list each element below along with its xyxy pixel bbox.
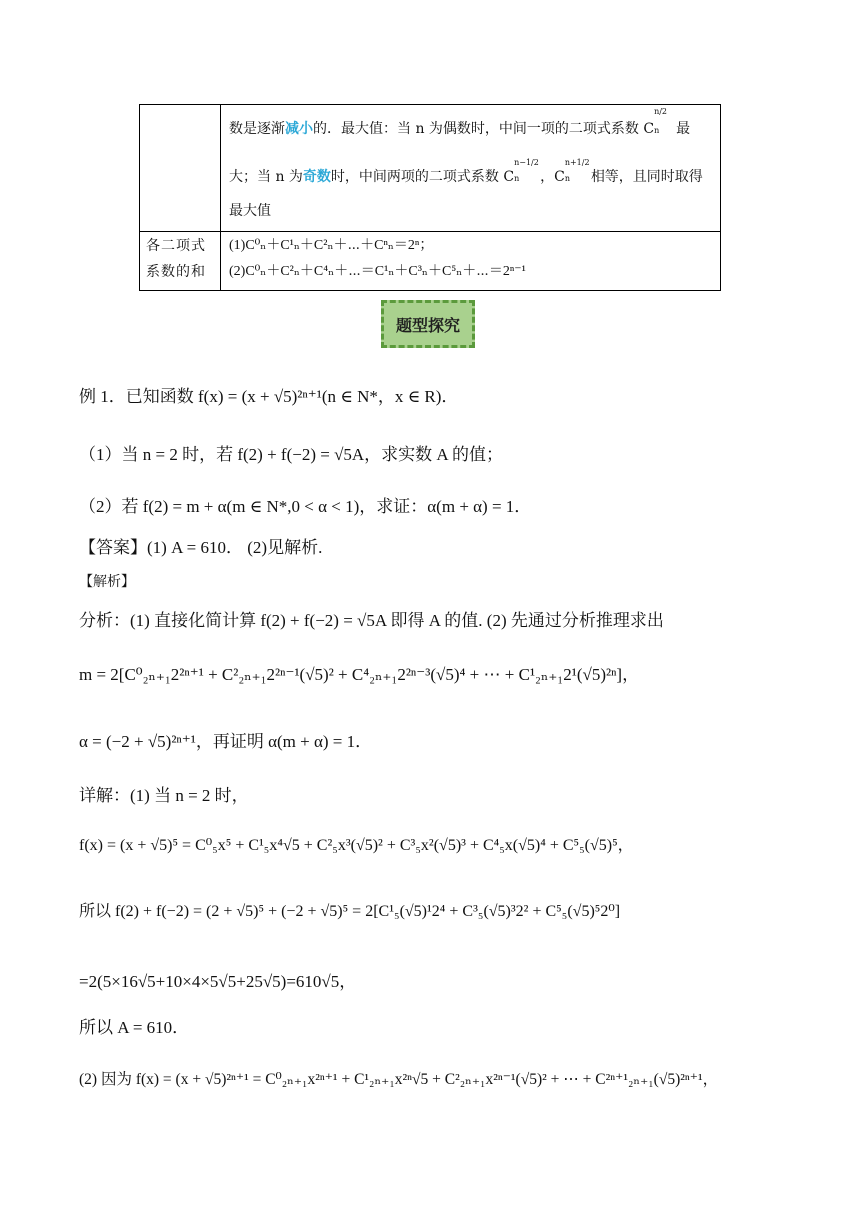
question-2: （2）若 f(2) = m + α(m ∈ N*,0 < α < 1)，求证：α(m + α) = 1． (79, 497, 532, 516)
table-divider-vertical (220, 105, 221, 290)
sup-n-plus-1-over-2: n+1/2 (564, 158, 590, 167)
table-row2-label-line2: 系数的和 (146, 264, 206, 280)
fx-expansion: f(x) = (x + √5)⁵ = C⁰₅x⁵ + C¹₅x⁴√5 + C²₅x³(√5)² + C³₅x²(√5)³ + C⁴₅x(√5)⁴ + C⁵₅(√5)⁵， (79, 837, 634, 854)
answer-line: 【答案】(1) A = 610． (2)见解析. (79, 538, 323, 557)
analysis-header: 【解析】 (79, 574, 135, 590)
table-row2-formula1: (1)C⁰ₙ＋C¹ₙ＋C²ₙ＋⋯＋Cⁿₙ＝2ⁿ； (229, 238, 434, 253)
sum-expression: 所以 f(2) + f(−2) = (2 + √5)⁵ + (−2 + √5)⁵ = 2[C¹₅(√5)¹2⁴ + C³₅(√5)³2² + C⁵₅(√5)⁵2⁰] (79, 903, 621, 920)
highlight-odd: 奇数 (302, 169, 331, 185)
table-row1-line2: 大；当 n 为奇数时，中间两项的二项式系数 C n−1/2 n ，C n+1/2 n 相等，且同时取得 (229, 167, 719, 189)
m-expression: m = 2[C⁰₂ₙ₊₁2²ⁿ⁺¹ + C²₂ₙ₊₁2²ⁿ⁻¹(√5)² + C⁴₂ₙ₊₁2²ⁿ⁻³(√5)⁴ + ⋯ + C¹₂ₙ₊₁2¹(√5)²ⁿ]， (79, 665, 640, 684)
section-badge: 题型探究 (381, 300, 475, 348)
table-row1-line3: 最大值 (229, 203, 271, 219)
table-row1-line1: 数是逐渐减小的．最大值：当 n 为偶数时，中间一项的二项式系数 C n/2 n 最 (229, 107, 691, 137)
detail-header: 详解：(1) 当 n = 2 时， (79, 786, 249, 805)
analysis-text: 分析：(1) 直接化简计算 f(2) + f(−2) = √5A 即得 A 的值. (2) 先通过分析推理求出 (79, 611, 664, 630)
table-row2-formula2: (2)C⁰ₙ＋C²ₙ＋C⁴ₙ＋⋯＝C¹ₙ＋C³ₙ＋C⁵ₙ＋⋯＝2ⁿ⁻¹ (229, 264, 526, 279)
highlight-decreasing: 减小 (285, 121, 313, 137)
binomial-property-table (139, 104, 721, 291)
alpha-expression: α = (−2 + √5)²ⁿ⁺¹，再证明 α(m + α) = 1． (79, 732, 373, 751)
question-1: （1）当 n = 2 时，若 f(2) + f(−2) = √5A，求实数 A 的值； (79, 445, 504, 464)
sup-n-minus-1-over-2: n−1/2 (514, 158, 539, 167)
table-divider-horizontal (140, 231, 720, 232)
result-a: 所以 A = 610． (79, 1018, 190, 1037)
evaluation-expression: =2(5×16√5+10×4×5√5+25√5)=610√5， (79, 972, 357, 991)
example-title: 例 1．已知函数 f(x) = (x + √5)²ⁿ⁺¹(n ∈ N*，x ∈ R)． (79, 387, 459, 406)
table-row2-label-line1: 各二项式 (146, 238, 206, 254)
sup-n-over-2: n/2 (654, 107, 668, 116)
part2-expansion: (2) 因为 f(x) = (x + √5)²ⁿ⁺¹ = C⁰₂ₙ₊₁x²ⁿ⁺¹ + C¹₂ₙ₊₁x²ⁿ√5 + C²₂ₙ₊₁x²ⁿ⁻¹(√5)² + ⋯ + C²ⁿ⁺¹₂ₙ₊₁(√5)²ⁿ⁺¹， (79, 1071, 719, 1088)
